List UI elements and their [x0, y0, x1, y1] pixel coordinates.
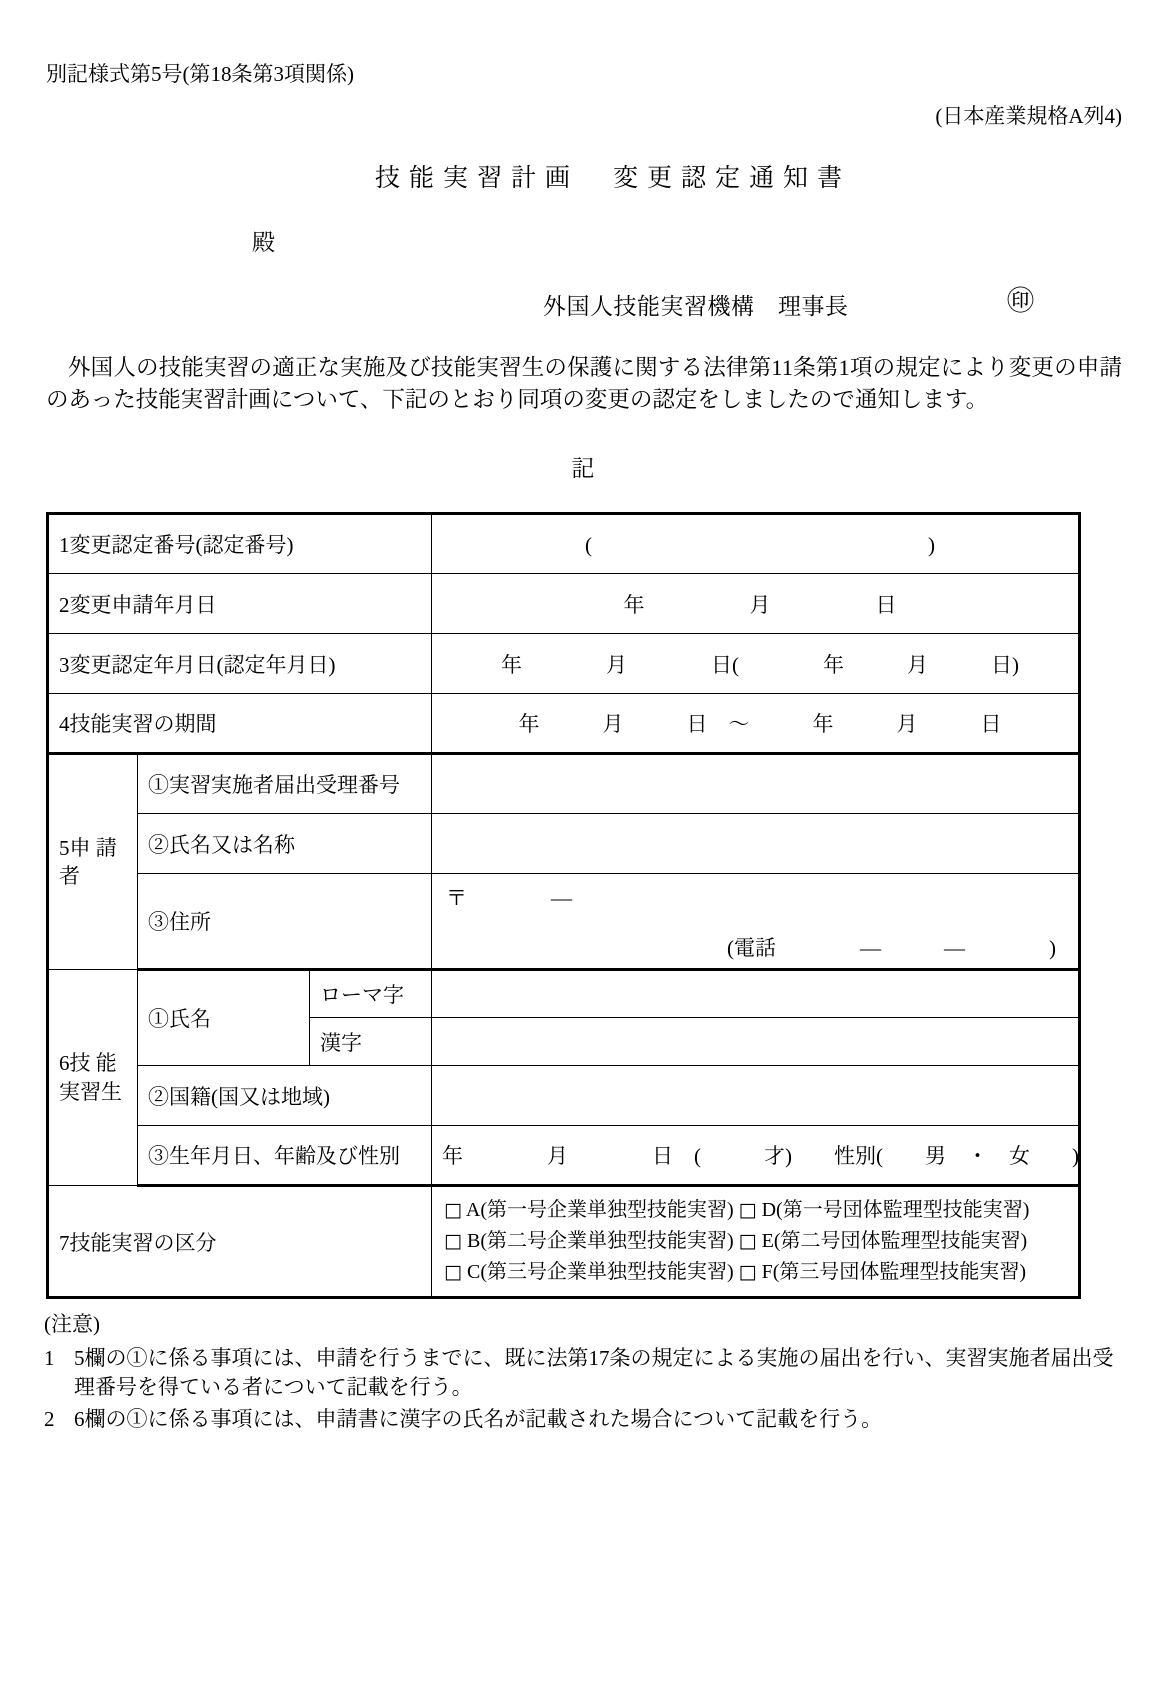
document-title: 技能実習計画 変更認定通知書	[374, 165, 851, 192]
row-value-application-date[interactable]: 年 月 日	[432, 574, 1080, 634]
field-label-applicant-address: ③住所	[138, 874, 432, 970]
checkbox-f[interactable]: □	[738, 1261, 757, 1283]
row-label-training-category: 7技能実習の区分	[48, 1186, 432, 1298]
table-row	[48, 694, 1080, 754]
table-row	[48, 574, 1080, 634]
seal-icon: ㊞	[1007, 286, 1034, 316]
table-row	[48, 814, 1080, 874]
row-value-training-category	[432, 1186, 1080, 1298]
field-value-trainee-birth-age-gender[interactable]: 年 月 日 ( 才) 性別( 男 ・ 女 )	[432, 1126, 1080, 1186]
field-value-trainee-nationality[interactable]	[432, 1066, 1080, 1126]
checkbox-label-d: D(第一号団体監理型技能実習)	[761, 1199, 1030, 1221]
checkbox-e[interactable]: □	[738, 1230, 757, 1252]
checkbox-a[interactable]: □	[444, 1199, 462, 1221]
field-label-trainee-name: ①氏名	[138, 970, 310, 1066]
field-label-trainee-name-romaji: ローマ字	[310, 970, 432, 1018]
checkbox-label-f: F(第三号団体監理型技能実習)	[761, 1261, 1027, 1283]
field-value-trainee-name-kanji[interactable]	[432, 1018, 1080, 1066]
field-label-trainee-name-kanji: 漢字	[310, 1018, 432, 1066]
field-value-implementer-notification-number[interactable]	[432, 754, 1080, 814]
note-number: 1	[44, 1346, 55, 1370]
note-text: 5欄の①に係る事項には、申請を行うまでに、既に法第17条の規定による実施の届出を行い、実習実施者届出受理番号を得ている者について記載を行う。	[74, 1346, 1114, 1400]
telephone-marker: (電話 ― ― )	[727, 936, 1057, 960]
row-value-training-period[interactable]: 年 月 日 ～ 年 月 日	[432, 694, 1080, 754]
field-value-trainee-name-romaji[interactable]	[432, 970, 1080, 1018]
row-value-approval-date[interactable]: 年 月 日( 年 月 日)	[432, 634, 1080, 694]
field-label-implementer-notification-number: ①実習実施者届出受理番号	[138, 754, 432, 814]
checkbox-line	[444, 1195, 1078, 1226]
section-label-applicant	[48, 754, 138, 970]
row-label-approval-date: 3変更認定年月日(認定年月日)	[48, 634, 432, 694]
notes-title: (注意)	[44, 1312, 100, 1336]
section-label-applicant-line2: 者	[59, 864, 80, 888]
field-label-trainee-nationality: ②国籍(国又は地域)	[138, 1066, 432, 1126]
table-row	[48, 514, 1080, 574]
section-label-trainee-line2: 実習生	[59, 1079, 122, 1104]
checkbox-label-b: B(第二号企業単独型技能実習)	[466, 1230, 734, 1252]
field-value-applicant-address[interactable]	[432, 874, 1080, 970]
row-label-change-approval-number: 1変更認定番号(認定番号)	[48, 514, 432, 574]
form-table	[46, 512, 1081, 1299]
note-text: 6欄の①に係る事項には、申請書に漢字の氏名が記載された場合について記載を行う。	[74, 1406, 883, 1431]
note-item	[44, 1344, 1134, 1403]
table-row	[48, 754, 1080, 814]
table-row	[48, 1066, 1080, 1126]
checkbox-line	[444, 1226, 1078, 1257]
issuer-name: 外国人技能実習機構 理事長	[543, 294, 849, 319]
row-label-training-period: 4技能実習の期間	[48, 694, 432, 754]
row-label-application-date: 2変更申請年月日	[48, 574, 432, 634]
table-row	[48, 634, 1080, 694]
section-label-applicant-line1: 5申 請	[59, 835, 117, 860]
checkbox-c[interactable]: □	[444, 1261, 462, 1283]
postal-code-marker: 〒 ―	[446, 886, 573, 910]
table-row	[48, 970, 1080, 1018]
addressee-suffix: 殿	[252, 230, 275, 255]
notes-section	[44, 1308, 1134, 1436]
checkbox-b[interactable]: □	[444, 1230, 462, 1252]
form-code-label: 別記様式第5号(第18条第3項関係)	[46, 62, 354, 86]
field-label-trainee-birth-age-gender: ③生年月日、年齢及び性別	[138, 1126, 432, 1186]
notification-paragraph: 外国人の技能実習の適正な実施及び技能実習生の保護に関する法律第11条第1項の規定により変更の申請のあった技能実習計画について、下記のとおり同項の変更の認定をしましたので通知します。	[46, 355, 1122, 412]
table-row	[48, 1126, 1080, 1186]
checkbox-line	[444, 1257, 1078, 1288]
row-value-change-approval-number[interactable]: ( )	[432, 514, 1080, 574]
table-row	[48, 1186, 1080, 1298]
field-label-applicant-name: ②氏名又は名称	[138, 814, 432, 874]
checkbox-label-e: E(第二号団体監理型技能実習)	[761, 1230, 1028, 1252]
checkbox-label-c: C(第三号企業単独型技能実習)	[466, 1261, 734, 1283]
note-item	[44, 1405, 1134, 1434]
ki-heading: 記	[571, 456, 595, 481]
field-value-applicant-name[interactable]	[432, 814, 1080, 874]
section-label-trainee-line1: 6技 能	[59, 1051, 117, 1076]
note-number: 2	[44, 1406, 55, 1431]
checkbox-label-a: A(第一号企業単独型技能実習)	[465, 1199, 734, 1221]
table-row	[48, 874, 1080, 970]
paper-size-label: (日本産業規格A列4)	[935, 104, 1122, 128]
section-label-trainee	[48, 970, 138, 1186]
checkbox-d[interactable]: □	[738, 1199, 757, 1221]
